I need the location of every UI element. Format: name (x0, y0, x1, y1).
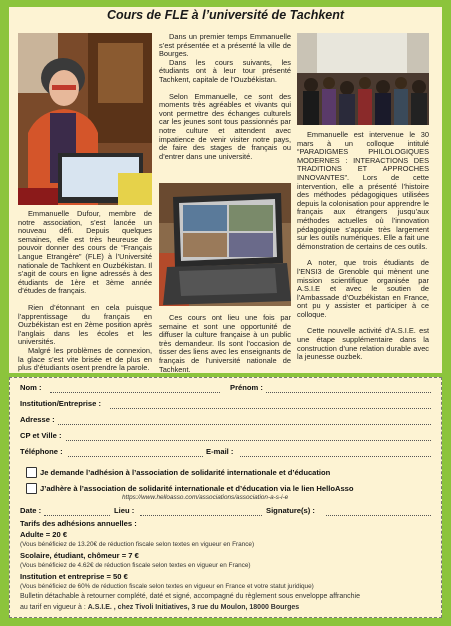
col2-paragraph-2: Dans les cours suivants, les étudiants ont à leur tour présenté Tachkent, capitale de l’Ouzbékistan. (159, 57, 291, 84)
col3-paragraph-3: Cette nouvelle activité d’A.S.I.E. est une étape supplémentaire dans la construction d’une relation durable avec la jeunesse ouzbek. (297, 326, 429, 362)
column-1 (18, 210, 152, 381)
lieu-field[interactable] (140, 515, 262, 516)
tarif-institution-note: (Vous bénéficiez de 60% de réduction fiscale selon textes en vigueur en France et votre statut juridique) (20, 583, 314, 590)
column-3 (297, 131, 429, 370)
col3-paragraph-1: Emmanuelle est intervenue le 30 mars à un colloque intitulé “PARADIGMES PHILOLOGIQUES MODERNES : INTERACTIONS DES TRADITIONS ET APPROCHES INNOVANTES”. Lors de cette intervention, elle a présenté l’histoire des méthodes pédagogiques utilisées depuis la colonisation pour apprendre le français aux étrangers jusqu’aux méthodes actuelles où l’innovation pédagogique s’appuie très largement sur les outils numériques. Elle a fait une démonstration de certains de ces outils. (297, 130, 429, 251)
nom-field[interactable] (50, 392, 220, 393)
col1-paragraph-2: Rien d’étonnant en cela puisque l’apprentissage du français en Ouzbékistan est en 2ème position après l’anglais dans les écoles et les universités. (18, 302, 152, 347)
prenom-label: Prénom : (230, 383, 263, 392)
prenom-field[interactable] (266, 392, 431, 393)
tarif-scolaire: Scolaire, étudiant, chômeur = 7 € (20, 551, 139, 560)
bulletin-line-2-prefix: au tarif en vigueur à : (20, 604, 88, 611)
helloasso-url[interactable]: https://www.helloasso.com/associations/association-a-s-i-e (122, 494, 289, 501)
column-2-top (159, 33, 291, 169)
tarif-institution: Institution et entreprise = 50 € (20, 572, 128, 581)
checkbox-helloasso[interactable] (26, 483, 37, 494)
col2-paragraph-4: Ces cours ont lieu une fois par semaine et sont une opportunité de diffuser la culture française à un public très demandeur. Ils sont l’occasion de tisser des liens avec les enseignants de français de l’université nationale de Tachkent. (159, 313, 291, 374)
photo-classroom (297, 33, 429, 125)
option-helloasso-label: J’adhère à l’association de solidarité internationale et d’éducation via le lien HelloAsso (40, 484, 354, 493)
date-field[interactable] (44, 515, 110, 516)
signature-label: Signature(s) : (266, 506, 315, 515)
photo-laptop-call (159, 183, 291, 306)
col3-paragraph-2: A noter, que trois étudiants de l’ENSI3 de Grenoble qui mènent une mission scientifique organisée par A.S.I.E et avec le soutien de l’Ambassade d’Ouzbékistan en France, ont pu y assister et participer à ce colloque. (297, 258, 429, 319)
institution-field[interactable] (110, 408, 431, 409)
tarif-adulte-note: (Vous bénéficiez de 13.20€ de réduction fiscale selon textes en vigueur en France) (20, 541, 255, 548)
nom-label: Nom : (20, 383, 42, 392)
tarifs-title: Tarifs des adhésions annuelles : (20, 519, 137, 528)
email-field[interactable] (240, 456, 431, 457)
col1-paragraph-1: Emmanuelle Dufour, membre de notre association, s’est lancée un nouveau défi. Depuis quelques semaines, elle est très heureuse de pouvoir donner des cours de “Français Langue Etrangère” (FLE) à l’Université nationale de Tachkent en Ouzbékistan. Il s’agit de cours en ligne adressés à des étudiants de 1ère et 3ème année d’études de français. (18, 209, 152, 296)
telephone-field[interactable] (68, 456, 203, 457)
tarif-scolaire-note: (Vous bénéficiez de 4.62€ de réduction fiscale selon textes en vigueur en France) (20, 562, 251, 569)
cp-field[interactable] (66, 440, 431, 441)
column-2-bottom (159, 314, 291, 382)
adresse-label: Adresse : (20, 415, 55, 424)
col2-paragraph-1: Dans un premier temps Emmanuelle s’est présentée et a présenté la ville de Bourges. (159, 32, 291, 59)
date-label: Date : (20, 506, 42, 515)
adresse-field[interactable] (58, 424, 431, 425)
tarif-adulte: Adulte = 20 € (20, 530, 68, 539)
membership-form (9, 377, 442, 618)
cp-label: CP et Ville : (20, 431, 62, 440)
bulletin-line-1: Bulletin détachable à retourner complété, daté et signé, accompagné du règlement sous enveloppe affranchie (20, 593, 360, 600)
checkbox-adhesion[interactable] (26, 467, 37, 478)
col2-paragraph-3: Selon Emmanuelle, ce sont des moments très agréables et vivants qui vont permettre des échanges culturels car les jeunes sont tous passionnés par notre culture et attendent avec impatience de venir visiter notre pays, de faire des stages de français ou d’entrer dans une université. (159, 91, 291, 161)
email-label: E-mail : (206, 447, 234, 456)
col1-paragraph-3: Malgré les problèmes de connexion, la glace s’est vite brisée et de plus en plus d’étudiants osent prendre la parole. (18, 345, 152, 373)
institution-label: Institution/Entreprise : (20, 399, 102, 408)
signature-field[interactable] (326, 515, 431, 516)
option-adhesion-label: Je demande l’adhésion à l’association de solidarité internationale et d’éducation (40, 468, 331, 477)
bulletin-address: A.S.I.E. , chez Tivoli Initiatives, 3 rue du Moulon, 18000 Bourges (87, 604, 300, 611)
telephone-label: Téléphone : (20, 447, 63, 456)
photo-emmanuelle (18, 33, 152, 205)
page-title: Cours de FLE à l’université de Tachkent (106, 8, 345, 22)
lieu-label: Lieu : (114, 506, 135, 515)
